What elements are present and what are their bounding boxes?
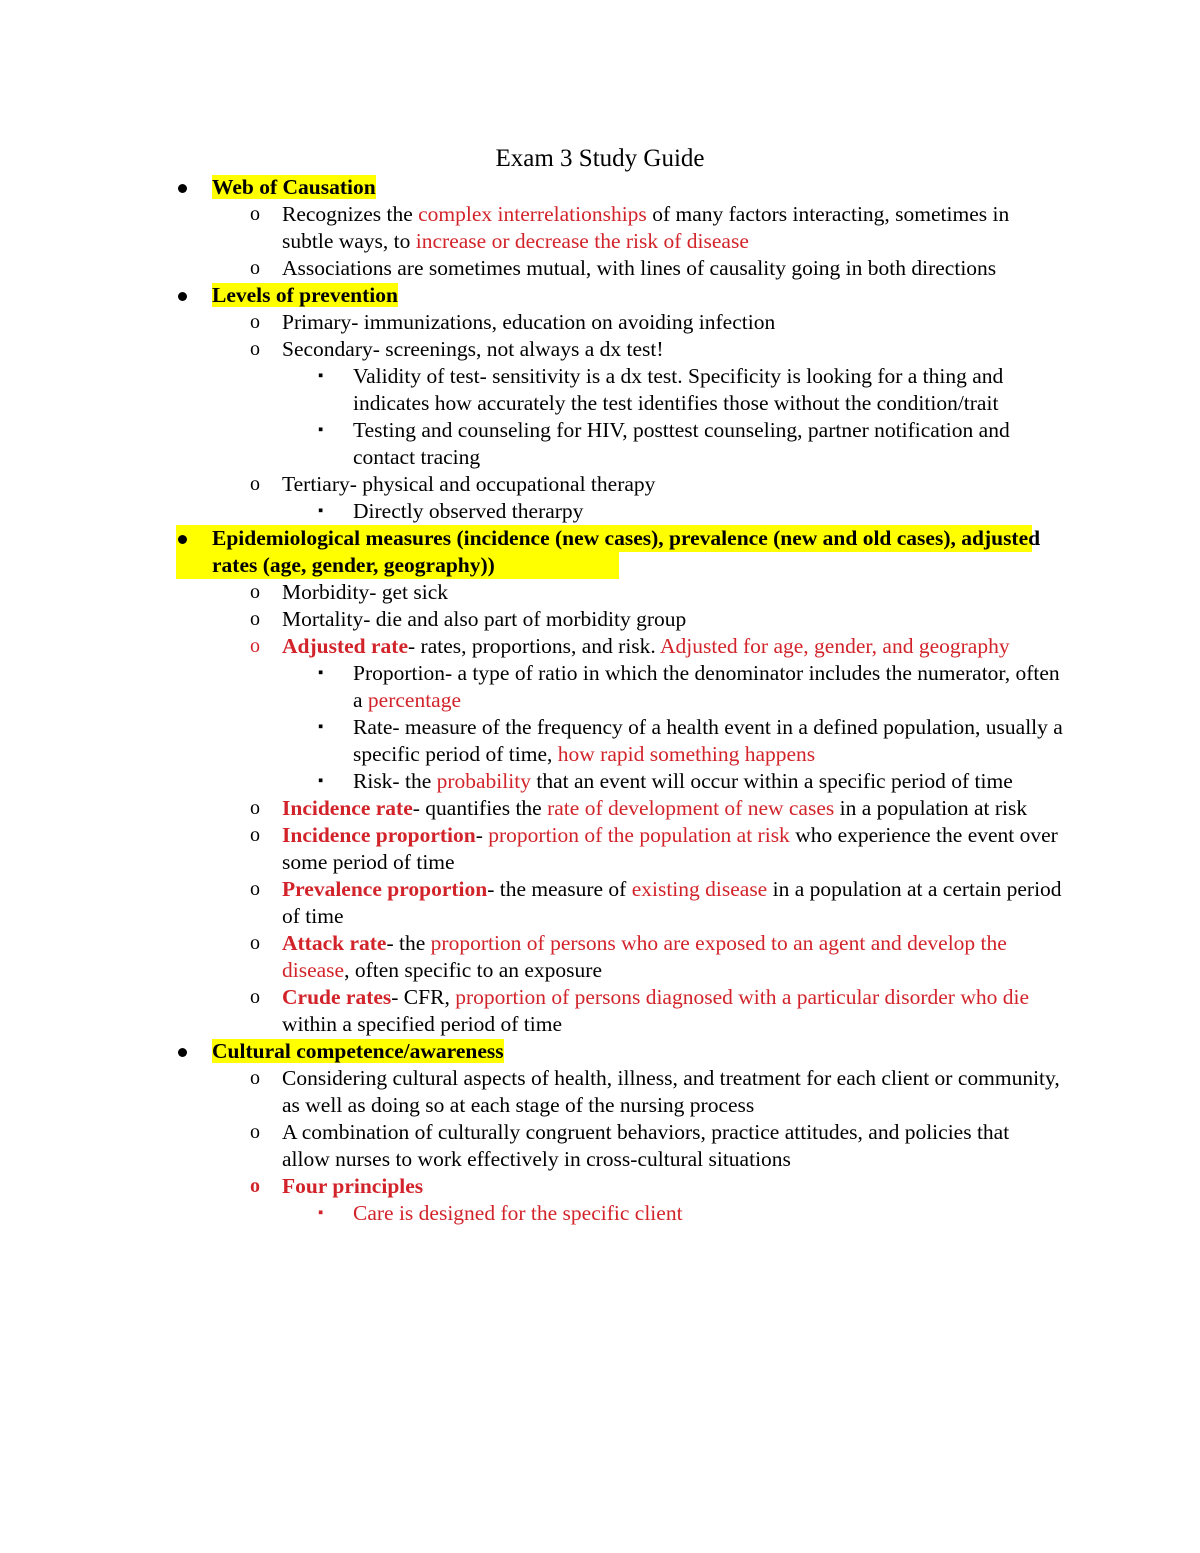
bullet-circle-icon: o [250, 257, 260, 279]
list-item: o Morbidity- get sick [250, 580, 449, 604]
section-web-of-causation [0, 174, 1062, 201]
list-subitem: ▪ Rate- measure of the frequency of a health event in a defined population, usually a specific period of time, how rapid something happens [318, 715, 1063, 766]
list-subitem: ▪ Proportion- a type of ratio in which the denominator includes the numerator, often a percentage [318, 661, 1060, 712]
list-item: o Mortality- die and also part of morbidity group [250, 607, 687, 631]
document-body [0, 174, 1200, 1227]
bullet-circle-icon: o [250, 932, 260, 954]
list-subitem: ▪ Validity of test- sensitivity is a dx test. Specificity is looking for a thing and indicates how accurately the test identifies those without the condition/trait [318, 364, 1004, 415]
list-item: o Attack rate- the proportion of persons who are exposed to an agent and develop the disease, often specific to an exposure [250, 931, 1007, 982]
bullet-square-icon: ▪ [318, 719, 324, 735]
list-item: o A combination of culturally congruent behaviors, practice attitudes, and policies that allow nurses to work effectively in cross-cultural situations [250, 1120, 1010, 1171]
bullet-circle-icon: o [250, 797, 260, 819]
list-item: o Recognizes the complex interrelationships of many factors interacting, sometimes in subtle ways, to increase or decrease the risk of disease [250, 202, 1010, 253]
list-item: o Primary- immunizations, education on avoiding infection [250, 310, 776, 334]
bullet-square-icon: ▪ [318, 773, 324, 789]
bullet-circle-icon: o [250, 824, 260, 846]
bullet-square-icon: ▪ [318, 368, 324, 384]
bullet-circle-icon: o [250, 878, 260, 900]
bullet-circle-icon: o [250, 338, 260, 360]
bullet-circle-icon: o [250, 203, 260, 225]
list-item: o Incidence rate- quantifies the rate of development of new cases in a population at risk [250, 796, 1028, 820]
bullet-circle-icon: o [250, 473, 260, 495]
list-subitem: ▪ Care is designed for the specific client [318, 1201, 683, 1225]
section-epidemiological-measures [0, 525, 1200, 579]
list-item: o Associations are sometimes mutual, with lines of causality going in both directions [250, 256, 997, 280]
list-item: o Prevalence proportion- the measure of existing disease in a population at a certain period of time [250, 877, 1062, 928]
list-subitem: ▪ Risk- the probability that an event will occur within a specific period of time [318, 769, 1013, 793]
list-item: o Four principles [250, 1174, 424, 1198]
bullet-dot-icon [178, 184, 187, 193]
list-item: o Secondary- screenings, not always a dx test! [250, 337, 664, 361]
list-item: o Tertiary- physical and occupational therapy [250, 472, 656, 496]
bullet-square-icon: ▪ [318, 422, 324, 438]
list-subitem: ▪ Directly observed therarpy [318, 499, 584, 523]
bullet-circle-icon: o [250, 311, 260, 333]
section-heading: Web of Causation [212, 175, 376, 199]
bullet-circle-icon: o [250, 1067, 260, 1089]
bullet-circle-icon: o [250, 581, 260, 603]
section-heading: Epidemiological measures (incidence (new cases), prevalence (new and old cases), adjusted rates (age, gender, geography)) [212, 526, 1041, 577]
section-cultural-competence [0, 1038, 1062, 1065]
bullet-circle-icon: o [250, 635, 260, 657]
document-title: Exam 3 Study Guide [495, 145, 705, 172]
bullet-dot-icon [178, 535, 187, 544]
section-heading: Levels of prevention [212, 283, 398, 307]
bullet-circle-icon: o [250, 608, 260, 630]
list-item: o Adjusted rate- rates, proportions, and risk. Adjusted for age, gender, and geography [250, 634, 1010, 658]
bullet-circle-icon: o [250, 986, 260, 1008]
bullet-circle-icon: o [250, 1175, 260, 1197]
bullet-square-icon: ▪ [318, 665, 324, 681]
bullet-circle-icon: o [250, 1121, 260, 1143]
list-subitem: ▪ Testing and counseling for HIV, posttest counseling, partner notification and contact tracing [318, 418, 1010, 469]
section-heading: Cultural competence/awareness [212, 1039, 504, 1063]
bullet-square-icon: ▪ [318, 1205, 324, 1221]
list-item: o Crude rates- CFR, proportion of persons diagnosed with a particular disorder who die within a specified period of time [250, 985, 1029, 1036]
bullet-dot-icon [178, 1048, 187, 1057]
bullet-square-icon: ▪ [318, 503, 324, 519]
bullet-dot-icon [178, 292, 187, 301]
list-item: o Considering cultural aspects of health, illness, and treatment for each client or community, as well as doing so at each stage of the nursing process [250, 1066, 1060, 1117]
section-levels-of-prevention [0, 282, 1062, 309]
list-item: o Incidence proportion- proportion of the population at risk who experience the event over some period of time [250, 823, 1058, 874]
